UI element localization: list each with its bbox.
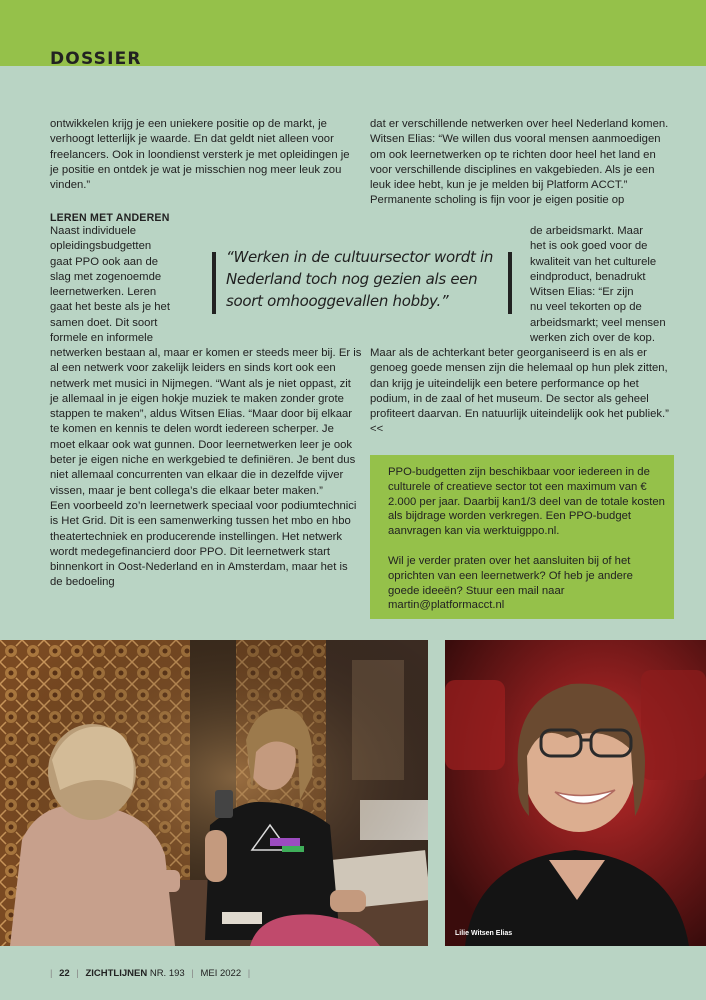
wrapped-text-line: kwaliteit van het culturele xyxy=(530,255,657,268)
footer-separator: | xyxy=(50,968,53,979)
wrapped-text-line: formele en informele xyxy=(50,332,153,345)
photo-learning-network xyxy=(0,640,428,946)
footer-separator: | xyxy=(76,968,79,979)
wrapped-text-line: gaat het beste als je het xyxy=(50,301,170,314)
section-subheading: LEREN MET ANDEREN xyxy=(50,212,170,224)
issue-date: MEI 2022 xyxy=(200,968,242,979)
section-title: DOSSIER xyxy=(50,49,142,69)
info-box-paragraph-budget: PPO-budgetten zijn beschikbaar voor iedereen in de culturele of creatieve sector tot een maximum van € 2.000 per jaar. Daarbij kan1/3 deel van de totale kosten als bijdrage worden verkregen. Een PPO-budget aanvragen kan via werktuigppo.nl. xyxy=(388,466,665,538)
wrapped-text-line: Naast individuele xyxy=(50,225,137,237)
quote-bar-right xyxy=(508,252,512,314)
issue-number: NR. 193 xyxy=(149,968,185,979)
wrapped-text-line: de arbeidsmarkt. Maar xyxy=(530,225,644,237)
article-body-left: netwerken bestaan al, maar er komen er steeds meer bij. Er is al een netwerk voor zakelijk leiders en sinds kort ook een netwerk met musici in Nijmegen. “Want als je niet oppast, zit je allemaal in je eigen hokje muziek te maken zonder grote stappen te maken”, aldus Witsen Elias. “Maar door bij elkaar te komen en kennis te delen wordt iedereen scherper. Je moet elkaar ook wat gunnen. Door leernetwerken leer je ook beter je eigen niche en werkgebied te definiëren. Je bent dus niet allemaal concurrenten van elkaar die in dezelfde vijver vissen, maar je bent collega’s die elkaar beter maken.” Een voorbeeld zo’n leernetwerk speciaal voor podiumtechnici is Het Grid. Dit is een samenwerking tussen het mbo en hbo theatertechniek en producerende instellingen. Het netwerk wordt medegefinancierd door PPO. Dit leernetwerk start binnenkort in Oost-Nederland en in Amsterdam, maar het is de bedoeling xyxy=(50,347,362,589)
footer-separator: | xyxy=(191,968,194,979)
wrapped-text-line: het is ook goed voor de xyxy=(530,240,648,253)
wrapped-text-line: slag met zogenoemde xyxy=(50,270,162,283)
page-number: 22 xyxy=(59,968,70,979)
quote-bar-left xyxy=(212,252,216,314)
wrapped-text-line: gaat PPO ook aan de xyxy=(50,255,159,268)
wrapped-text-line: eindproduct, benadrukt xyxy=(530,270,646,283)
pull-quote xyxy=(212,246,514,320)
photo-caption: Lilie Witsen Elias xyxy=(455,930,513,937)
wrapped-text-line: werken zich over de kop. xyxy=(530,332,655,345)
wrapped-text-line: Witsen Elias: “Er zijn xyxy=(530,286,634,299)
footer-separator: | xyxy=(247,968,251,979)
wrapped-text-line: leernetwerken. Leren xyxy=(50,286,157,299)
page-footer xyxy=(50,968,254,979)
wrapped-text-line: samen doet. Dit soort xyxy=(50,316,158,329)
article-body-right-bottom: Maar als de achterkant beter georganiseerd is en als er genoeg goede mensen zijn die helemaal op hun plek zitten, dan krijg je uiteindelijk een betere performance op het podium, in de zaal of het museum. De sector als geheel profiteert daarvan. En natuurlijk uiteindelijk ook het publiek.” << xyxy=(370,347,669,436)
info-box xyxy=(370,455,674,619)
article-intro-text: ontwikkelen krijg je een uniekere positie op de markt, je verhoogt letterlijk je waarde. En dat geldt niet alleen voor freelancers. Ook in loondienst versterk je met opleidingen je je positie en ontdek je wat je misschien nog meer leuk zou vinden.” xyxy=(50,118,350,192)
magazine-name: ZICHTLIJNEN xyxy=(85,968,148,979)
info-box-paragraph-contact: Wil je verder praten over het aansluiten bij of het oprichten van een leernetwerk? Of heb je andere goede ideeën? Stuur een mail naar martin@platformacct.nl xyxy=(388,554,633,612)
pull-quote-text: “Werken in de cultuursector wordt in Nederland toch nog gezien als een soort omhooggevallen hobby.” xyxy=(226,248,494,310)
photo-portrait xyxy=(445,640,706,946)
article-wrapped-text-right xyxy=(530,224,676,346)
wrapped-text-line: arbeidsmarkt; veel mensen xyxy=(530,316,666,329)
wrapped-text-line: nu veel tekorten op de xyxy=(530,301,642,314)
article-wrapped-text-left xyxy=(50,224,210,346)
wrapped-text-line: opleidingsbudgetten xyxy=(50,240,152,253)
article-body-right-top: dat er verschillende netwerken over heel Nederland komen. Witsen Elias: “We willen dus vooral mensen aanmoedigen om ook leernetwerken op te richten door heel het land en voor verschillende disciplines en vakgebieden. Als je een leuk idee hebt, kun je je melden bij Platform ACCT.” Permanente scholing is fijn voor je eigen positie op xyxy=(370,118,669,207)
